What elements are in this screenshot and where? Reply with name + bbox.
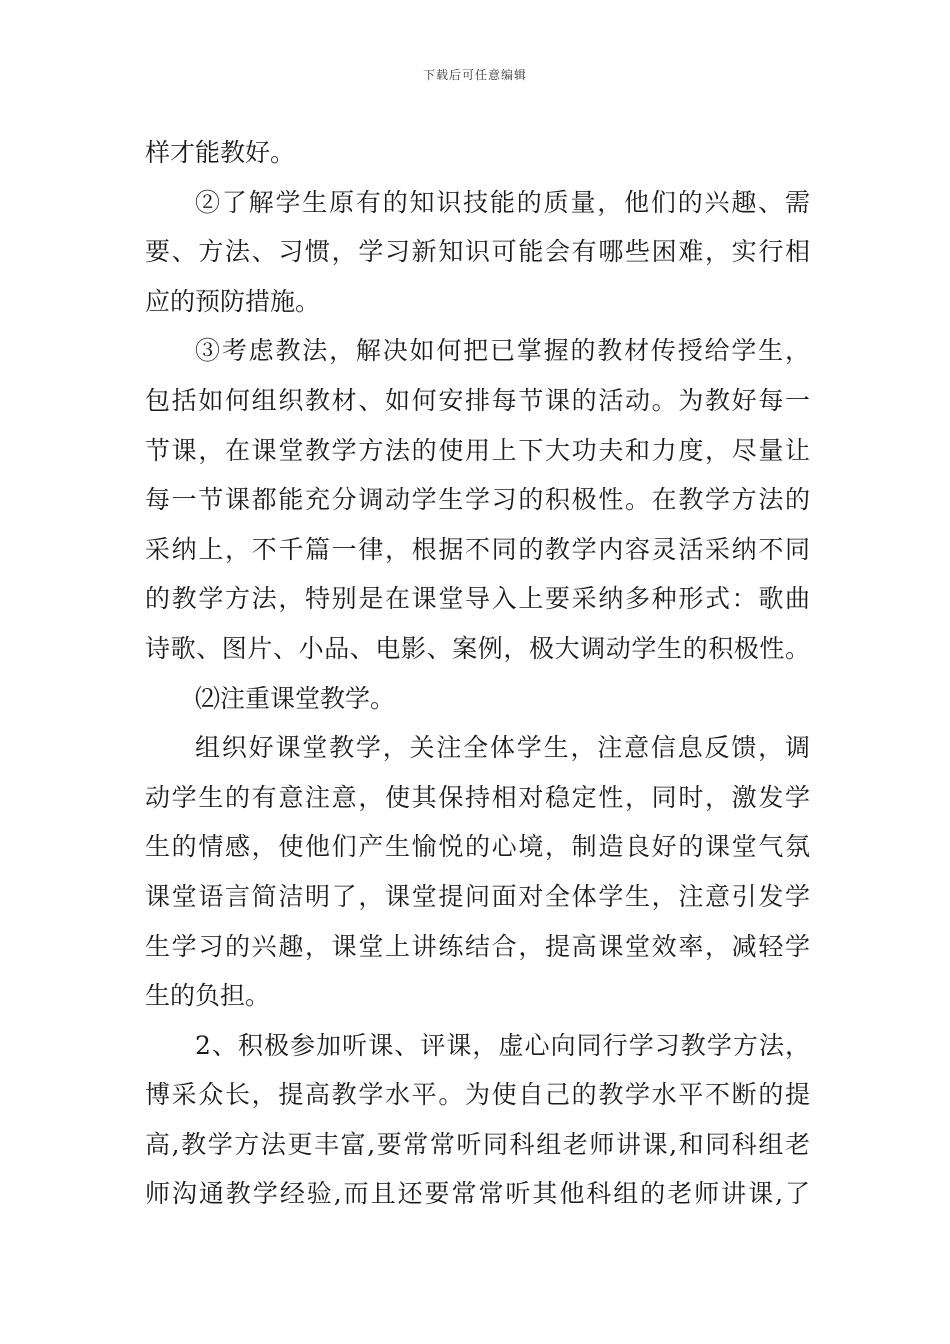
text-line: 高,教学方法更丰富,要常常听同科组老师讲课,和同科组老 (145, 1129, 810, 1159)
text-line: 2、积极参加听课、评课，虚心向同行学习教学方法， (195, 1030, 810, 1060)
page-header: 下载后可任意编辑 (422, 68, 527, 82)
text-line: 动学生的有意注意，使其保持相对稳定性，同时，激发学 (145, 782, 810, 812)
text-line: 样才能教好。 (145, 138, 296, 167)
text-line: ②了解学生原有的知识技能的质量，他们的兴趣、需 (195, 187, 810, 217)
text-line: 的教学方法，特别是在课堂导入上要采纳多种形式：歌曲 (145, 584, 810, 614)
text-line: 应的预防措施。 (145, 286, 321, 316)
text-line: 每一节课都能充分调动学生学习的积极性。在教学方法的 (145, 485, 810, 515)
text-line: 生的情感，使他们产生愉悦的心境，制造良好的课堂气氛 (145, 832, 810, 862)
text-line: 包括如何组织教材、如何安排每节课的活动。为教好每一 (145, 385, 810, 415)
text-line: 课堂语言简洁明了，课堂提问面对全体学生，注意引发学 (145, 881, 810, 911)
text-line: 节课，在课堂教学方法的使用上下大功夫和力度，尽量让 (145, 435, 810, 465)
text-line: 博采众长，提高教学水平。为使自己的教学水平不断的提 (145, 1080, 810, 1110)
text-line: 要、方法、习惯，学习新知识可能会有哪些困难，实行相 (145, 237, 810, 267)
text-line: 生学习的兴趣，课堂上讲练结合，提高课堂效率，减轻学 (145, 931, 810, 961)
text-line: 生的负担。 (145, 981, 271, 1011)
document-body (145, 128, 810, 1219)
text-line: 组织好课堂教学，关注全体学生，注意信息反馈，调 (195, 733, 810, 763)
text-line: ③考虑教法，解决如何把已掌握的教材传授给学生， (195, 336, 810, 366)
text-line: 师沟通教学经验,而且还要常常听其他科组的老师讲课,了 (145, 1179, 810, 1209)
text-line: ⑵注重课堂教学。 (195, 683, 396, 713)
text-line: 采纳上，不千篇一律，根据不同的教学内容灵活采纳不同 (145, 534, 810, 564)
text-line: 诗歌、图片、小品、电影、案例，极大调动学生的积极性。 (145, 633, 810, 663)
